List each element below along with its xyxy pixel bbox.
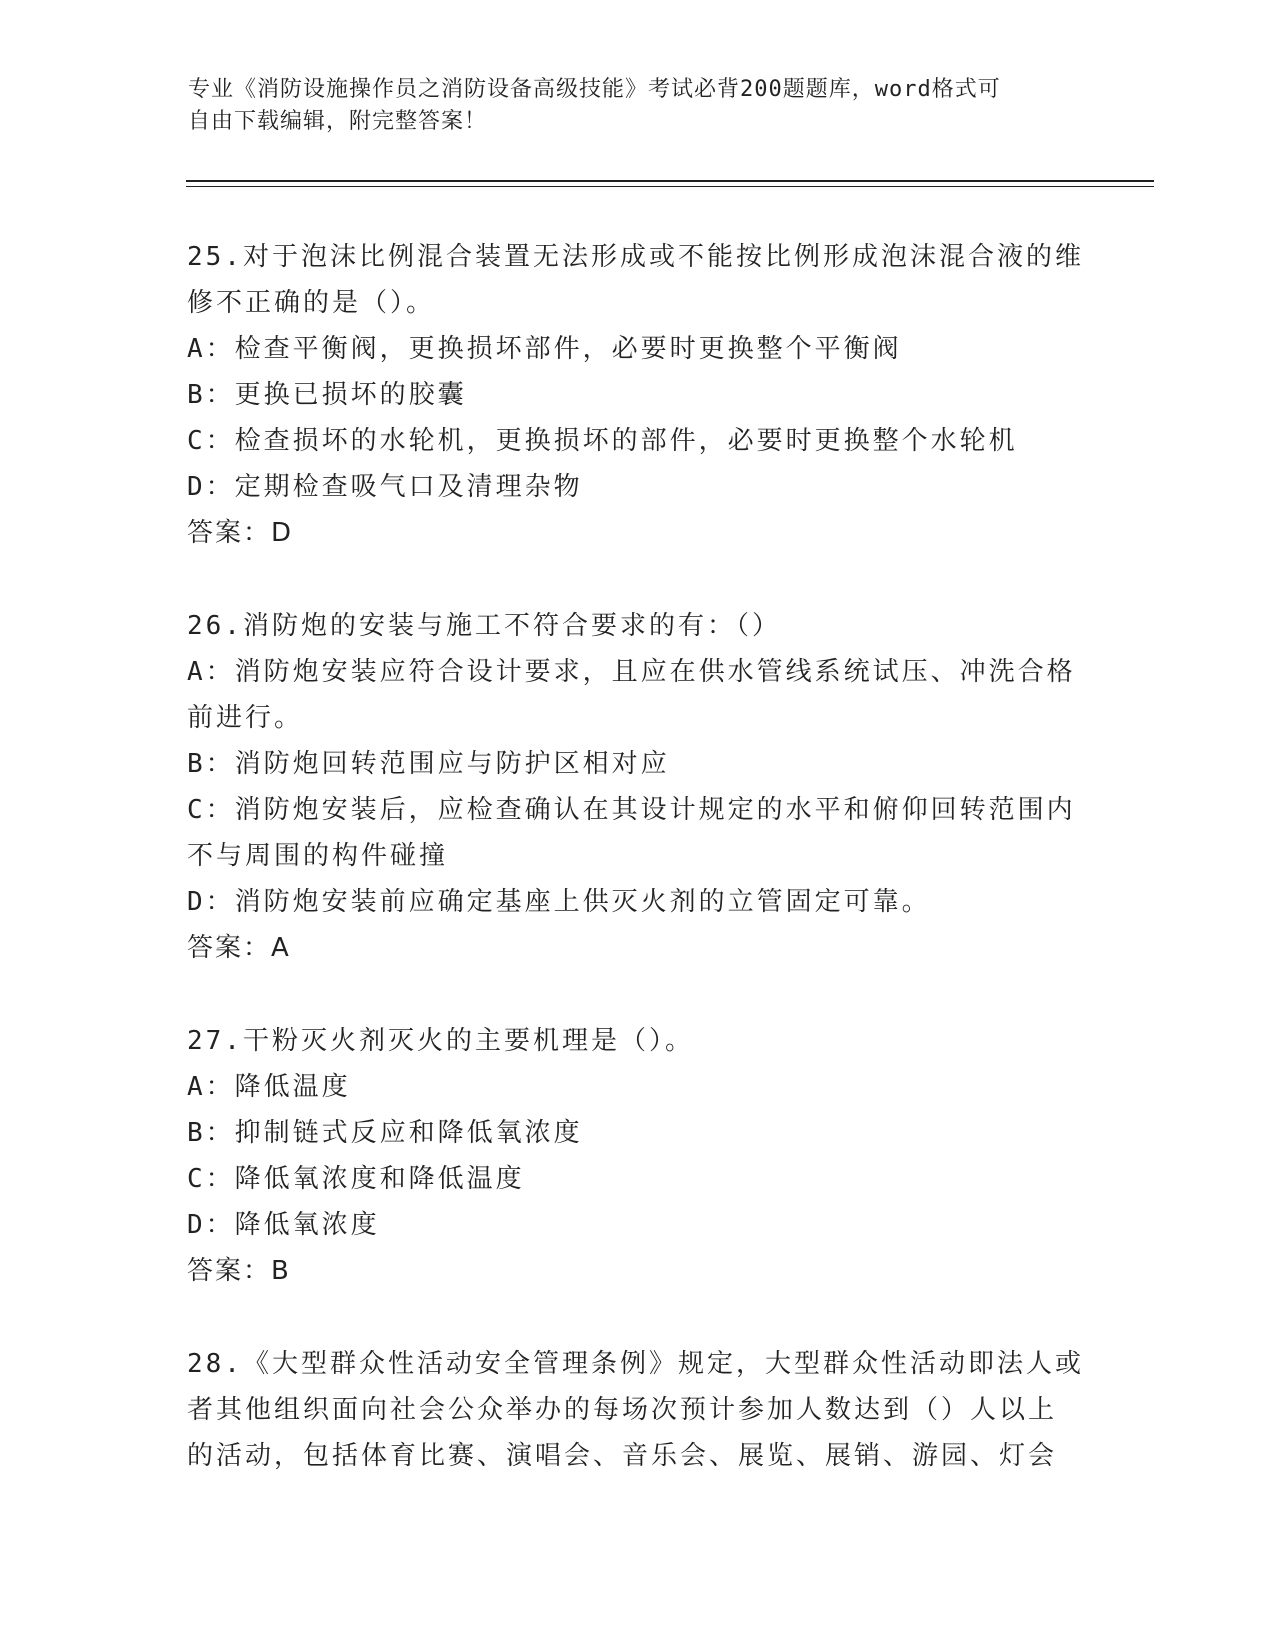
answer-label: 答案： (187, 933, 272, 963)
option-a: A：降低温度 (187, 1072, 351, 1102)
option-a-continued: 前进行。 (187, 703, 304, 733)
option-c: C：消防炮安装后，应检查确认在其设计规定的水平和俯仰回转范围内 (187, 795, 1076, 825)
answer-label: 答案： (187, 1256, 272, 1286)
question-28 (187, 1341, 1087, 1479)
option-c: C：检查损坏的水轮机，更换损坏的部件，必要时更换整个水轮机 (187, 426, 1018, 456)
answer-label: 答案： (187, 518, 272, 548)
option-c-continued: 不与周围的构件碰撞 (187, 841, 449, 871)
question-27 (187, 1018, 1087, 1294)
answer-line (187, 925, 1087, 971)
question-26 (187, 603, 1087, 971)
option-c: C：降低氧浓度和降低温度 (187, 1164, 525, 1194)
answer-value: A (271, 933, 290, 963)
header-line-1: 专业《消防设施操作员之消防设备高级技能》考试必背200题题库，word格式可 (188, 77, 1001, 102)
document-header (188, 74, 1088, 138)
question-25 (187, 234, 1087, 556)
question-stem-line: 26.消防炮的安装与施工不符合要求的有：（） (187, 611, 781, 641)
answer-value: D (271, 518, 293, 548)
option-b: B：消防炮回转范围应与防护区相对应 (187, 749, 670, 779)
header-line-2: 自由下载编辑，附完整答案！ (188, 109, 488, 134)
question-stem-line: 的活动，包括体育比赛、演唱会、音乐会、展览、展销、游园、灯会 (187, 1441, 1058, 1471)
option-d: D：降低氧浓度 (187, 1210, 380, 1240)
option-a: A：检查平衡阀，更换损坏部件，必要时更换整个平衡阀 (187, 334, 902, 364)
question-stem-line: 者其他组织面向社会公众举办的每场次预计参加人数达到（）人以上 (187, 1395, 1058, 1425)
option-d: D：消防炮安装前应确定基座上供灭火剂的立管固定可靠。 (187, 887, 931, 917)
answer-line (187, 510, 1087, 556)
question-list (187, 234, 1087, 1526)
option-d: D：定期检查吸气口及清理杂物 (187, 472, 583, 502)
answer-value: B (271, 1256, 290, 1286)
question-stem-line: 27.干粉灭火剂灭火的主要机理是（）。 (187, 1026, 694, 1056)
question-stem-line: 28.《大型群众性活动安全管理条例》规定，大型群众性活动即法人或 (187, 1349, 1084, 1379)
option-b: B：更换已损坏的胶囊 (187, 380, 467, 410)
header-divider-thick (186, 180, 1154, 182)
option-b: B：抑制链式反应和降低氧浓度 (187, 1118, 583, 1148)
header-divider-thin (186, 186, 1154, 187)
question-stem-line: 25.对于泡沫比例混合装置无法形成或不能按比例形成泡沫混合液的维 (187, 242, 1084, 272)
option-a: A：消防炮安装应符合设计要求，且应在供水管线系统试压、冲洗合格 (187, 657, 1076, 687)
question-stem-line: 修不正确的是（）。 (187, 288, 436, 318)
answer-line (187, 1248, 1087, 1294)
